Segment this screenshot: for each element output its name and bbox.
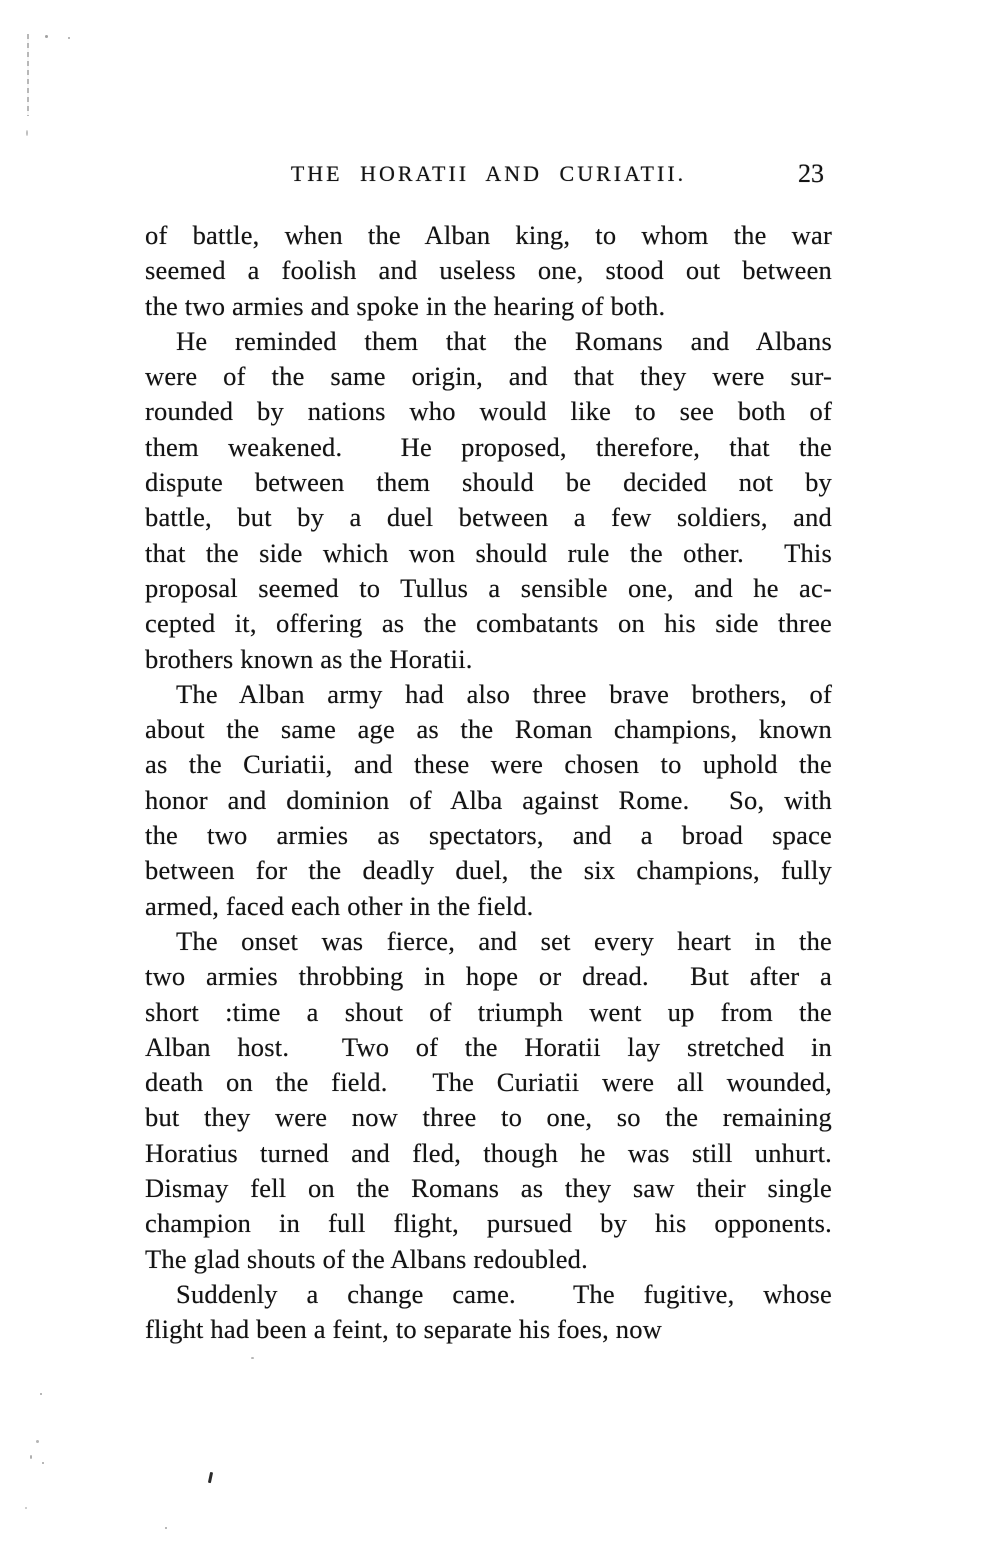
text-line: The glad shouts of the Albans redoubled.: [145, 1243, 588, 1274]
body-text: [145, 218, 832, 1348]
text-line: The onset was fierce, and set every heart in the: [176, 925, 832, 956]
text-line: rounded by nations who would like to see both of: [145, 396, 832, 427]
text-line: the two armies as spectators, and a broad space: [145, 820, 832, 851]
scan-speck: [251, 1357, 254, 1359]
scan-speck: [165, 1527, 167, 1529]
text-line: armed, faced each other in the field.: [145, 890, 534, 921]
scan-speck: [45, 35, 48, 38]
scan-speck: [68, 37, 70, 39]
text-line: honor and dominion of Alba against Rome. So, with: [145, 784, 832, 815]
text-line: death on the field. The Curiatii were all wounded,: [145, 1067, 832, 1098]
text-line: between for the deadly duel, the six champions, fully: [145, 855, 832, 886]
page-number: 23: [798, 159, 824, 188]
scan-speck: [26, 130, 28, 136]
text-line: but they were now three to one, so the remaining: [145, 1102, 832, 1133]
paragraph: [145, 677, 832, 924]
text-line: battle, but by a duel between a few soldiers, and: [145, 502, 832, 533]
scan-speck: [30, 1455, 32, 1459]
text-line: two armies throbbing in hope or dread. But after a: [145, 961, 832, 992]
text-line: Suddenly a change came. The fugitive, whose: [176, 1278, 832, 1309]
scan-artifact-mark: [208, 1472, 213, 1483]
scan-speck: [40, 1393, 42, 1395]
text-line: proposal seemed to Tullus a sensible one, and he ac-: [145, 572, 832, 603]
paragraph: [145, 218, 832, 324]
text-line: Dismay fell on the Romans as they saw their single: [145, 1173, 832, 1204]
text-line: them weakened. He proposed, therefore, that the: [145, 431, 832, 462]
paragraph: [145, 324, 832, 677]
text-line: seemed a foolish and useless one, stood out between: [145, 255, 832, 286]
text-line: of battle, when the Alban king, to whom the war: [145, 220, 832, 250]
text-line: that the side which won should rule the other. This: [145, 537, 832, 568]
text-line: Alban host. Two of the Horatii lay stretched in: [145, 1031, 832, 1062]
text-line: flight had been a feint, to separate his foes, now: [145, 1314, 663, 1345]
text-line: were of the same origin, and that they were sur-: [145, 361, 832, 392]
scan-artifact-line: [27, 34, 29, 116]
text-line: Horatius turned and fled, though he was still unhurt.: [145, 1137, 832, 1168]
text-line: about the same age as the Roman champions, known: [145, 714, 832, 745]
scan-speck: [25, 1507, 27, 1509]
scan-speck: [36, 1440, 39, 1443]
text-line: the two armies and spoke in the hearing of both.: [145, 290, 666, 321]
scan-speck: [42, 1462, 44, 1464]
text-line: He reminded them that the Romans and Albans: [176, 325, 832, 356]
text-line: dispute between them should be decided not by: [145, 467, 832, 498]
paragraph: [145, 1277, 832, 1348]
text-line: short :time a shout of triumph went up from the: [145, 996, 832, 1027]
text-line: cepted it, offering as the combatants on his side three: [145, 608, 832, 639]
text-line: brothers known as the Horatii.: [145, 643, 473, 674]
running-head: [145, 161, 832, 193]
text-line: as the Curiatii, and these were chosen to uphold the: [145, 749, 832, 780]
text-line: champion in full flight, pursued by his opponents.: [145, 1208, 832, 1239]
chapter-title: THE HORATII AND CURIATII.: [290, 161, 687, 186]
paragraph: [145, 924, 832, 1277]
text-line: The Alban army had also three brave brothers, of: [176, 678, 832, 709]
